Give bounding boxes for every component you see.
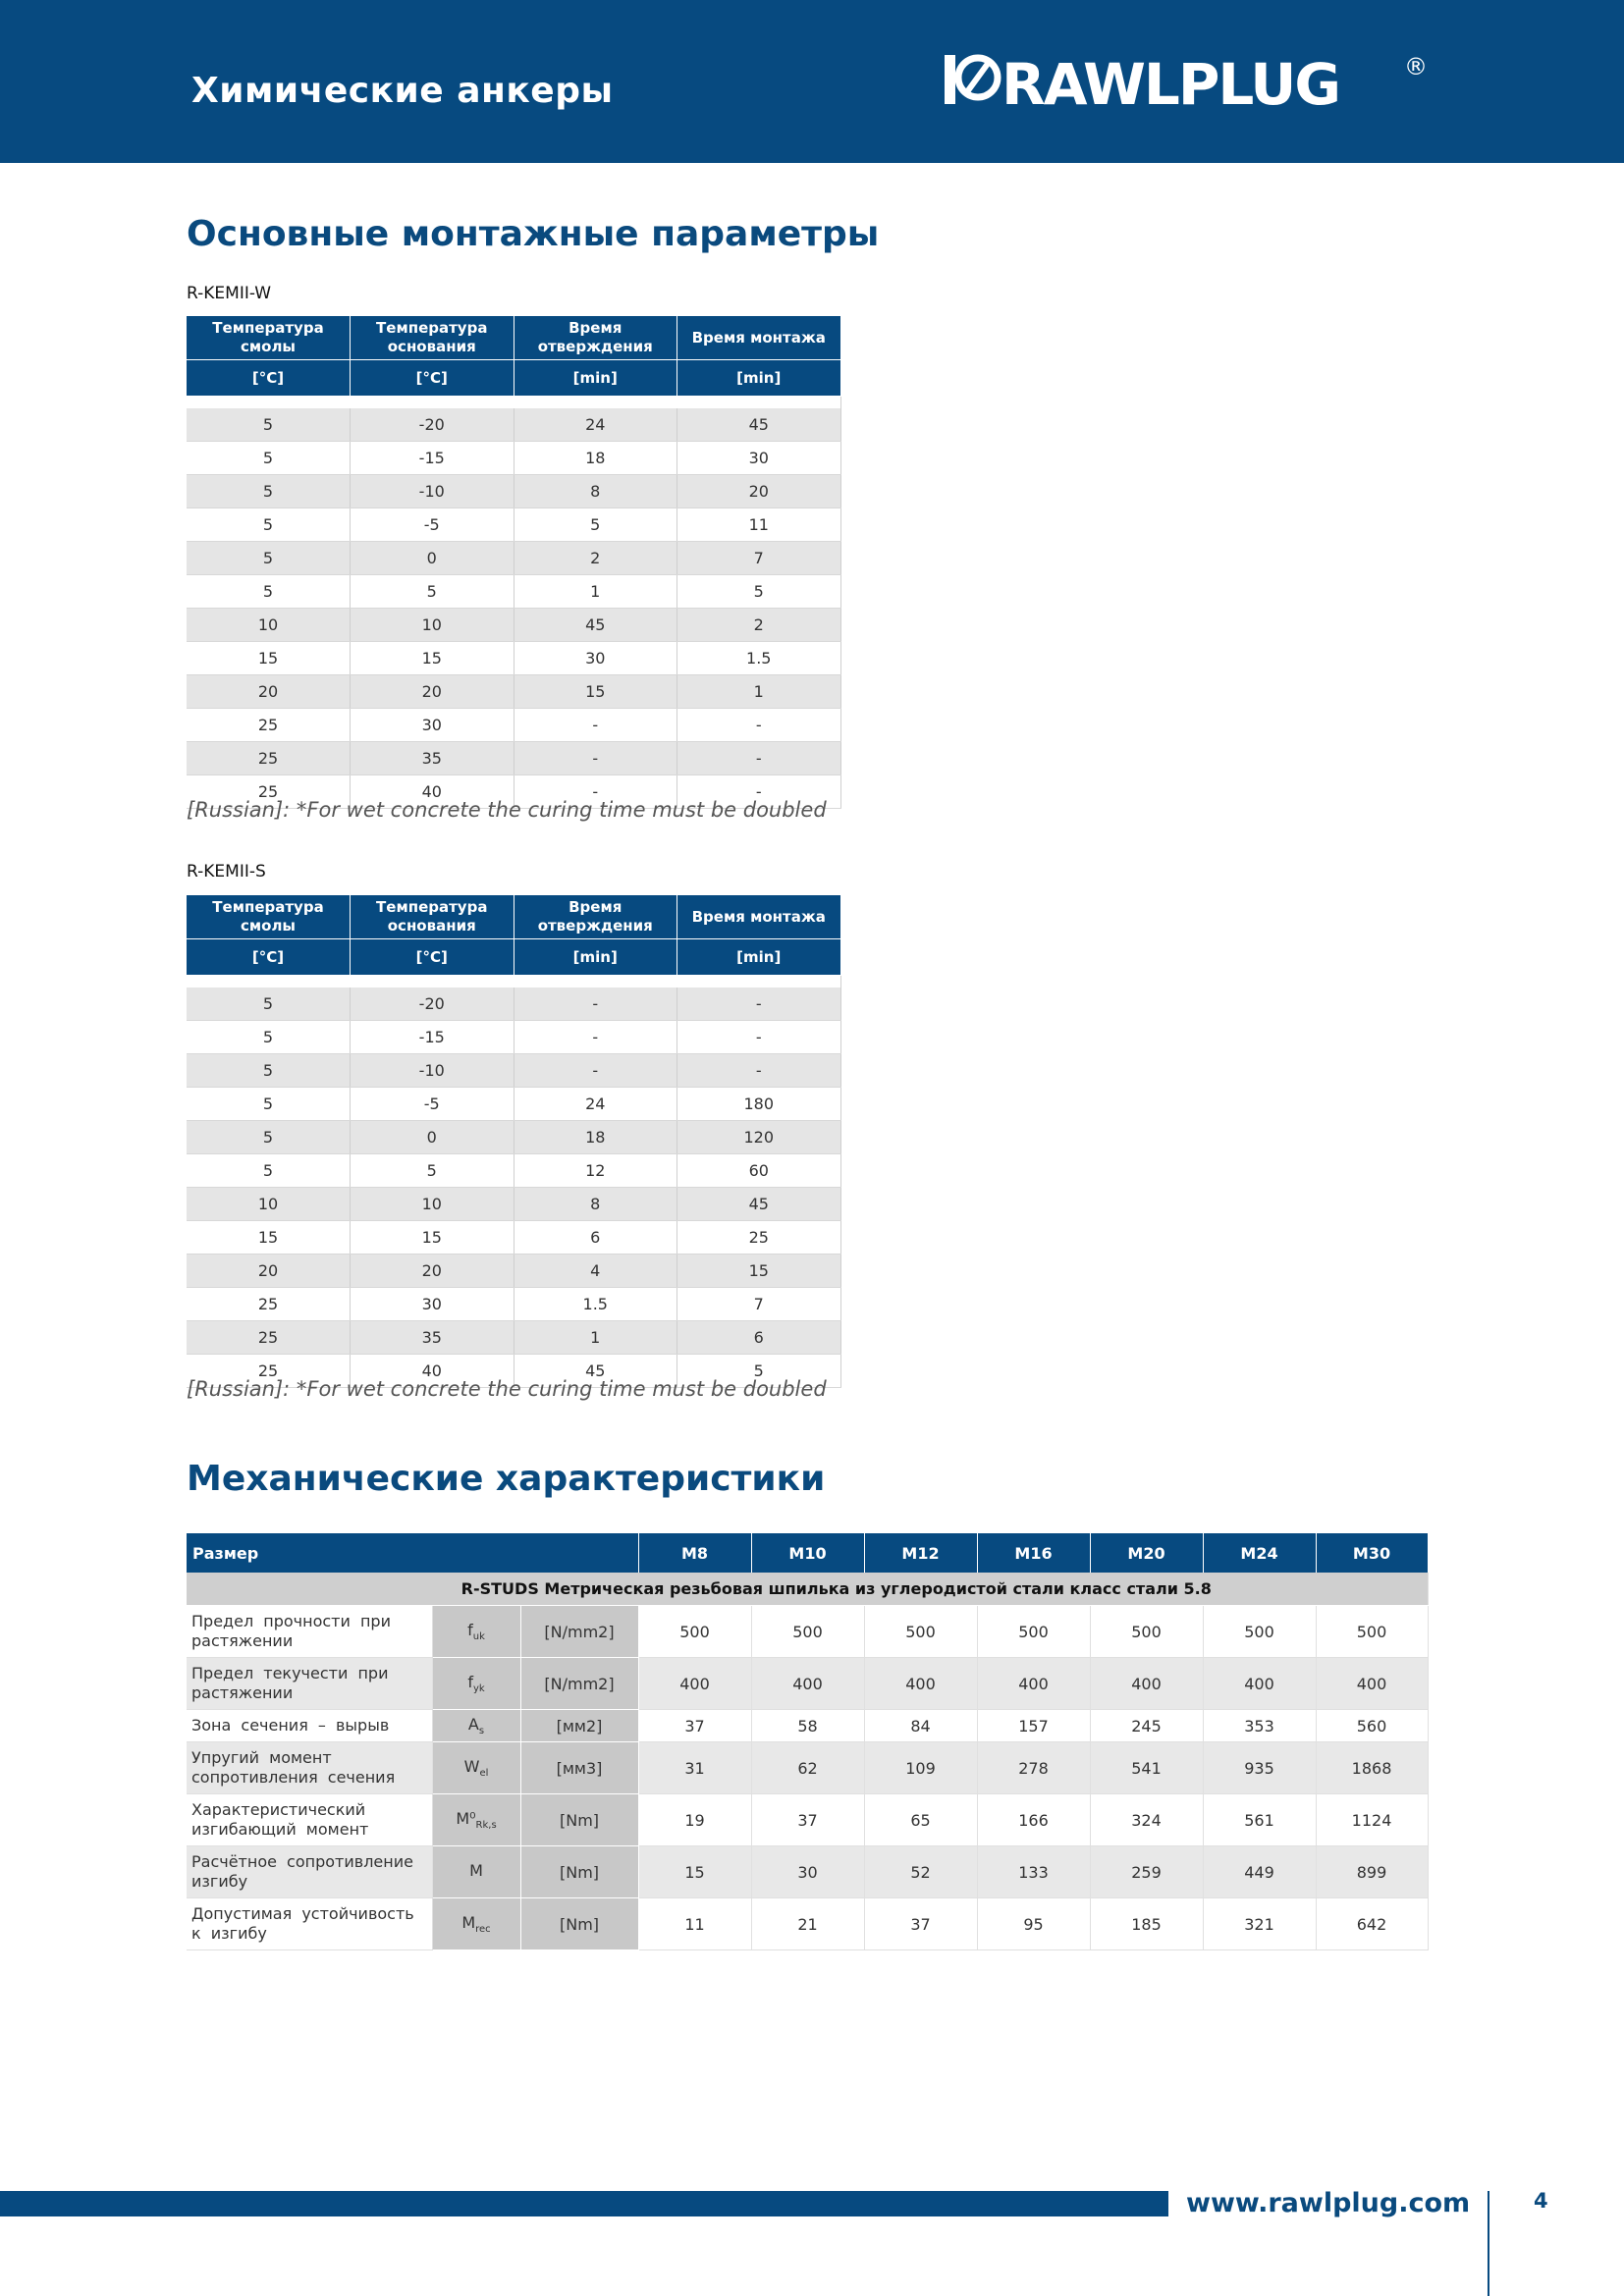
- table-row: [187, 642, 840, 675]
- table-cell: 15: [351, 1221, 514, 1255]
- property-symbol: $M_{rec}$: [432, 1898, 520, 1950]
- property-label: Допустимая устойчивость к изгибу: [187, 1898, 432, 1950]
- table-cell: 35: [351, 742, 514, 775]
- table-row: [187, 742, 840, 775]
- property-value: 84: [864, 1710, 977, 1742]
- table-cell: 10: [187, 1188, 351, 1221]
- property-value: 500: [977, 1606, 1090, 1658]
- property-value: 157: [977, 1710, 1090, 1742]
- table-cell: 5: [187, 442, 351, 475]
- header-size-m20: M20: [1090, 1533, 1203, 1573]
- table-cell: 25: [677, 1221, 841, 1255]
- table-cell: -: [677, 988, 841, 1021]
- table-cell: -10: [351, 475, 514, 508]
- table-cell: 1.5: [677, 642, 841, 675]
- table-cell: 20: [187, 1255, 351, 1288]
- table-cell: 5: [187, 475, 351, 508]
- table-row: [187, 1288, 840, 1321]
- table-cell: 30: [351, 709, 514, 742]
- table-cell: 20: [351, 1255, 514, 1288]
- table-cell: 10: [351, 1188, 514, 1221]
- table-cell: -5: [351, 1088, 514, 1121]
- table-cell: 25: [187, 1288, 351, 1321]
- table-row: [187, 508, 840, 542]
- property-value: 400: [751, 1658, 864, 1710]
- property-symbol: $M^0_{Rk,s}$: [432, 1794, 520, 1846]
- table-cell: -: [677, 709, 841, 742]
- property-value: 321: [1203, 1898, 1316, 1950]
- property-value: 400: [977, 1658, 1090, 1710]
- unit-resin-temp: [°C]: [187, 939, 351, 976]
- table-cell: 8: [514, 475, 677, 508]
- table-cell: -: [677, 742, 841, 775]
- note-s: [Russian]: *For wet concrete the curing time must be doubled: [187, 1377, 827, 1401]
- property-label: Зона сечения – вырыв: [187, 1710, 432, 1742]
- property-value: 166: [977, 1794, 1090, 1846]
- table-cell: 20: [677, 475, 841, 508]
- table-cell: 30: [351, 1288, 514, 1321]
- table-cell: -5: [351, 508, 514, 542]
- page-header: [0, 0, 1624, 163]
- table-cell: 45: [514, 1355, 677, 1388]
- table-row: [187, 1255, 840, 1288]
- table-cell: 4: [514, 1255, 677, 1288]
- table-cell: 5: [187, 542, 351, 575]
- property-value: 500: [1090, 1606, 1203, 1658]
- unit-gel-time: [min]: [677, 939, 841, 976]
- table-cell: 25: [187, 1355, 351, 1388]
- property-value: 400: [1203, 1658, 1316, 1710]
- header-title: Химические анкеры: [191, 71, 614, 111]
- property-symbol: $A_s$: [432, 1710, 520, 1742]
- property-unit: [Nm]: [520, 1794, 638, 1846]
- property-value: 37: [864, 1898, 977, 1950]
- table-cell: 6: [514, 1221, 677, 1255]
- header-size: Размер: [187, 1533, 638, 1573]
- table-cell: -: [677, 1021, 841, 1054]
- property-value: 1868: [1316, 1742, 1428, 1794]
- header-gel-time: Время монтажа: [677, 316, 841, 360]
- table-cell: 18: [514, 1121, 677, 1154]
- table-row: [187, 988, 840, 1021]
- table-row: [187, 475, 840, 508]
- table-cell: -: [514, 742, 677, 775]
- table-cell: 10: [351, 609, 514, 642]
- table-cell: 5: [187, 1088, 351, 1121]
- table-row: [187, 408, 840, 442]
- table-cell: -: [514, 709, 677, 742]
- group-row-rstuds: R-STUDS Метрическая резьбовая шпилька из углеродистой стали класс стали 5.8: [187, 1573, 1428, 1606]
- property-value: 642: [1316, 1898, 1428, 1950]
- table-cell: 60: [677, 1154, 841, 1188]
- unit-base-temp: [°C]: [351, 939, 514, 976]
- table-cell: -: [677, 775, 841, 809]
- table-cell: 15: [351, 642, 514, 675]
- table-cell: 11: [677, 508, 841, 542]
- table-cell: 0: [351, 542, 514, 575]
- mechanical-table: [187, 1533, 1429, 1950]
- property-value: 500: [1316, 1606, 1428, 1658]
- table-cell: 12: [514, 1154, 677, 1188]
- header-size-m16: M16: [977, 1533, 1090, 1573]
- table-cell: 1: [514, 575, 677, 609]
- property-value: 58: [751, 1710, 864, 1742]
- property-value: 1124: [1316, 1794, 1428, 1846]
- note-w: [Russian]: *For wet concrete the curing time must be doubled: [187, 798, 827, 822]
- property-value: 400: [1090, 1658, 1203, 1710]
- header-size-m30: M30: [1316, 1533, 1428, 1573]
- property-value: 245: [1090, 1710, 1203, 1742]
- mech-row: [187, 1742, 1428, 1794]
- property-value: 62: [751, 1742, 864, 1794]
- table-cell: 5: [187, 1121, 351, 1154]
- property-unit: [N/mm2]: [520, 1606, 638, 1658]
- table-cell: -10: [351, 1054, 514, 1088]
- table-row: [187, 1188, 840, 1221]
- table-cell: 180: [677, 1088, 841, 1121]
- mech-row: [187, 1794, 1428, 1846]
- table-cell: 18: [514, 442, 677, 475]
- property-label: Предел текучести при растяжении: [187, 1658, 432, 1710]
- property-value: 500: [751, 1606, 864, 1658]
- table-cell: 45: [514, 609, 677, 642]
- table-cell: 10: [187, 609, 351, 642]
- property-value: 400: [1316, 1658, 1428, 1710]
- footer-bar: [0, 2191, 1168, 2216]
- table-cell: 5: [187, 988, 351, 1021]
- property-symbol: $f_{yk}$: [432, 1658, 520, 1710]
- table-row: [187, 609, 840, 642]
- property-value: 324: [1090, 1794, 1203, 1846]
- table-row: [187, 1021, 840, 1054]
- header-base-temp: Температура основания: [351, 316, 514, 360]
- property-label: Характеристический изгибающий момент: [187, 1794, 432, 1846]
- page-number: 4: [1534, 2189, 1548, 2213]
- property-value: 500: [864, 1606, 977, 1658]
- table-cell: 0: [351, 1121, 514, 1154]
- mech-row: [187, 1898, 1428, 1950]
- property-value: 52: [864, 1846, 977, 1898]
- table-cell: 15: [514, 675, 677, 709]
- rawlplug-logo: [945, 51, 1435, 112]
- table-cell: 1: [677, 675, 841, 709]
- table-cell: 5: [187, 1154, 351, 1188]
- svg-text:RAWLPLUG: RAWLPLUG: [1001, 51, 1339, 112]
- unit-resin-temp: [°C]: [187, 360, 351, 397]
- table-row: [187, 1121, 840, 1154]
- property-value: 500: [638, 1606, 751, 1658]
- table-cell: 25: [187, 775, 351, 809]
- section-title-mechanical: Механические характеристики: [187, 1459, 826, 1499]
- table-cell: 2: [677, 609, 841, 642]
- table-cell: 1: [514, 1321, 677, 1355]
- table-cell: 6: [677, 1321, 841, 1355]
- header-curing-time: Время отверждения: [514, 895, 677, 939]
- table-row: [187, 709, 840, 742]
- table-cell: -: [514, 1021, 677, 1054]
- header-size-m10: M10: [751, 1533, 864, 1573]
- table-cell: 25: [187, 1321, 351, 1355]
- table-cell: -15: [351, 442, 514, 475]
- property-value: 30: [751, 1846, 864, 1898]
- table-cell: 25: [187, 709, 351, 742]
- property-value: 37: [638, 1710, 751, 1742]
- table-cell: 5: [187, 1054, 351, 1088]
- table-cell: 5: [677, 1355, 841, 1388]
- table-cell: -20: [351, 988, 514, 1021]
- table-cell: 5: [187, 508, 351, 542]
- section-title-installation: Основные монтажные параметры: [187, 214, 880, 254]
- table-cell: -: [514, 775, 677, 809]
- table-cell: 24: [514, 408, 677, 442]
- table-cell: -: [677, 1054, 841, 1088]
- footer-url[interactable]: www.rawlplug.com: [1186, 2188, 1471, 2218]
- table-row: [187, 1154, 840, 1188]
- property-value: 65: [864, 1794, 977, 1846]
- table-cell: 120: [677, 1121, 841, 1154]
- table-row: [187, 575, 840, 609]
- table-cell: 5: [351, 575, 514, 609]
- table-cell: 24: [514, 1088, 677, 1121]
- table-cell: 40: [351, 775, 514, 809]
- mech-row: [187, 1846, 1428, 1898]
- table-cell: -: [514, 988, 677, 1021]
- property-label: Предел прочности при растяжении: [187, 1606, 432, 1658]
- property-label: Упругий момент сопротивления сечения: [187, 1742, 432, 1794]
- property-symbol: M: [432, 1846, 520, 1898]
- table-cell: 15: [187, 642, 351, 675]
- property-value: 21: [751, 1898, 864, 1950]
- table-cell: 20: [351, 675, 514, 709]
- property-value: 259: [1090, 1846, 1203, 1898]
- header-size-m24: M24: [1203, 1533, 1316, 1573]
- property-unit: [мм3]: [520, 1742, 638, 1794]
- table-cell: 15: [187, 1221, 351, 1255]
- header-curing-time: Время отверждения: [514, 316, 677, 360]
- unit-gel-time: [min]: [677, 360, 841, 397]
- property-value: 935: [1203, 1742, 1316, 1794]
- table-cell: 1.5: [514, 1288, 677, 1321]
- property-value: 15: [638, 1846, 751, 1898]
- property-value: 449: [1203, 1846, 1316, 1898]
- table-cell: 8: [514, 1188, 677, 1221]
- header-resin-temp: Температура смолы: [187, 895, 351, 939]
- table-cell: 45: [677, 408, 841, 442]
- table-cell: 5: [187, 1021, 351, 1054]
- property-value: 400: [638, 1658, 751, 1710]
- table-cell: 2: [514, 542, 677, 575]
- table-cell: 30: [677, 442, 841, 475]
- property-value: 133: [977, 1846, 1090, 1898]
- table-cell: -20: [351, 408, 514, 442]
- table-row: [187, 1054, 840, 1088]
- property-value: 353: [1203, 1710, 1316, 1742]
- table-label-s: R-KEMII-S: [187, 862, 266, 881]
- property-value: 185: [1090, 1898, 1203, 1950]
- table-cell: 5: [351, 1154, 514, 1188]
- table-cell: -15: [351, 1021, 514, 1054]
- property-value: 37: [751, 1794, 864, 1846]
- header-spacer: [187, 397, 840, 409]
- property-value: 899: [1316, 1846, 1428, 1898]
- table-cell: 7: [677, 1288, 841, 1321]
- table-cell: 25: [187, 742, 351, 775]
- mech-row: [187, 1710, 1428, 1742]
- property-value: 19: [638, 1794, 751, 1846]
- property-symbol: $W_{el}$: [432, 1742, 520, 1794]
- property-unit: [Nm]: [520, 1898, 638, 1950]
- table-row: [187, 1088, 840, 1121]
- property-value: 500: [1203, 1606, 1316, 1658]
- mech-row: [187, 1606, 1428, 1658]
- property-value: 31: [638, 1742, 751, 1794]
- property-unit: [N/mm2]: [520, 1658, 638, 1710]
- property-value: 109: [864, 1742, 977, 1794]
- property-unit: [мм2]: [520, 1710, 638, 1742]
- svg-text:®: ®: [1404, 53, 1428, 80]
- property-label: Расчётное сопротивление изгибу: [187, 1846, 432, 1898]
- property-value: 561: [1203, 1794, 1316, 1846]
- property-value: 95: [977, 1898, 1090, 1950]
- table-cell: 45: [677, 1188, 841, 1221]
- footer-divider: [1488, 2191, 1489, 2296]
- property-unit: [Nm]: [520, 1846, 638, 1898]
- header-resin-temp: Температура смолы: [187, 316, 351, 360]
- header-size-m12: M12: [864, 1533, 977, 1573]
- table-cell: 5: [187, 575, 351, 609]
- table-row: [187, 542, 840, 575]
- header-gel-time: Время монтажа: [677, 895, 841, 939]
- property-value: 278: [977, 1742, 1090, 1794]
- property-symbol: $f_{uk}$: [432, 1606, 520, 1658]
- mech-row: [187, 1658, 1428, 1710]
- property-value: 541: [1090, 1742, 1203, 1794]
- unit-base-temp: [°C]: [351, 360, 514, 397]
- unit-curing-time: [min]: [514, 360, 677, 397]
- table-cell: 5: [514, 508, 677, 542]
- table-cell: 7: [677, 542, 841, 575]
- table-cell: 40: [351, 1355, 514, 1388]
- installation-table-s: [187, 895, 841, 1388]
- header-spacer: [187, 976, 840, 988]
- table-cell: 35: [351, 1321, 514, 1355]
- header-size-m8: M8: [638, 1533, 751, 1573]
- unit-curing-time: [min]: [514, 939, 677, 976]
- table-row: [187, 1321, 840, 1355]
- table-label-w: R-KEMII-W: [187, 284, 272, 303]
- table-cell: 20: [187, 675, 351, 709]
- table-cell: 5: [187, 408, 351, 442]
- table-cell: 30: [514, 642, 677, 675]
- table-row: [187, 442, 840, 475]
- table-row: [187, 1221, 840, 1255]
- table-row: [187, 675, 840, 709]
- property-value: 11: [638, 1898, 751, 1950]
- header-base-temp: Температура основания: [351, 895, 514, 939]
- property-value: 400: [864, 1658, 977, 1710]
- table-cell: 5: [677, 575, 841, 609]
- property-value: 560: [1316, 1710, 1428, 1742]
- table-cell: -: [514, 1054, 677, 1088]
- installation-table-w: [187, 316, 841, 809]
- table-cell: 15: [677, 1255, 841, 1288]
